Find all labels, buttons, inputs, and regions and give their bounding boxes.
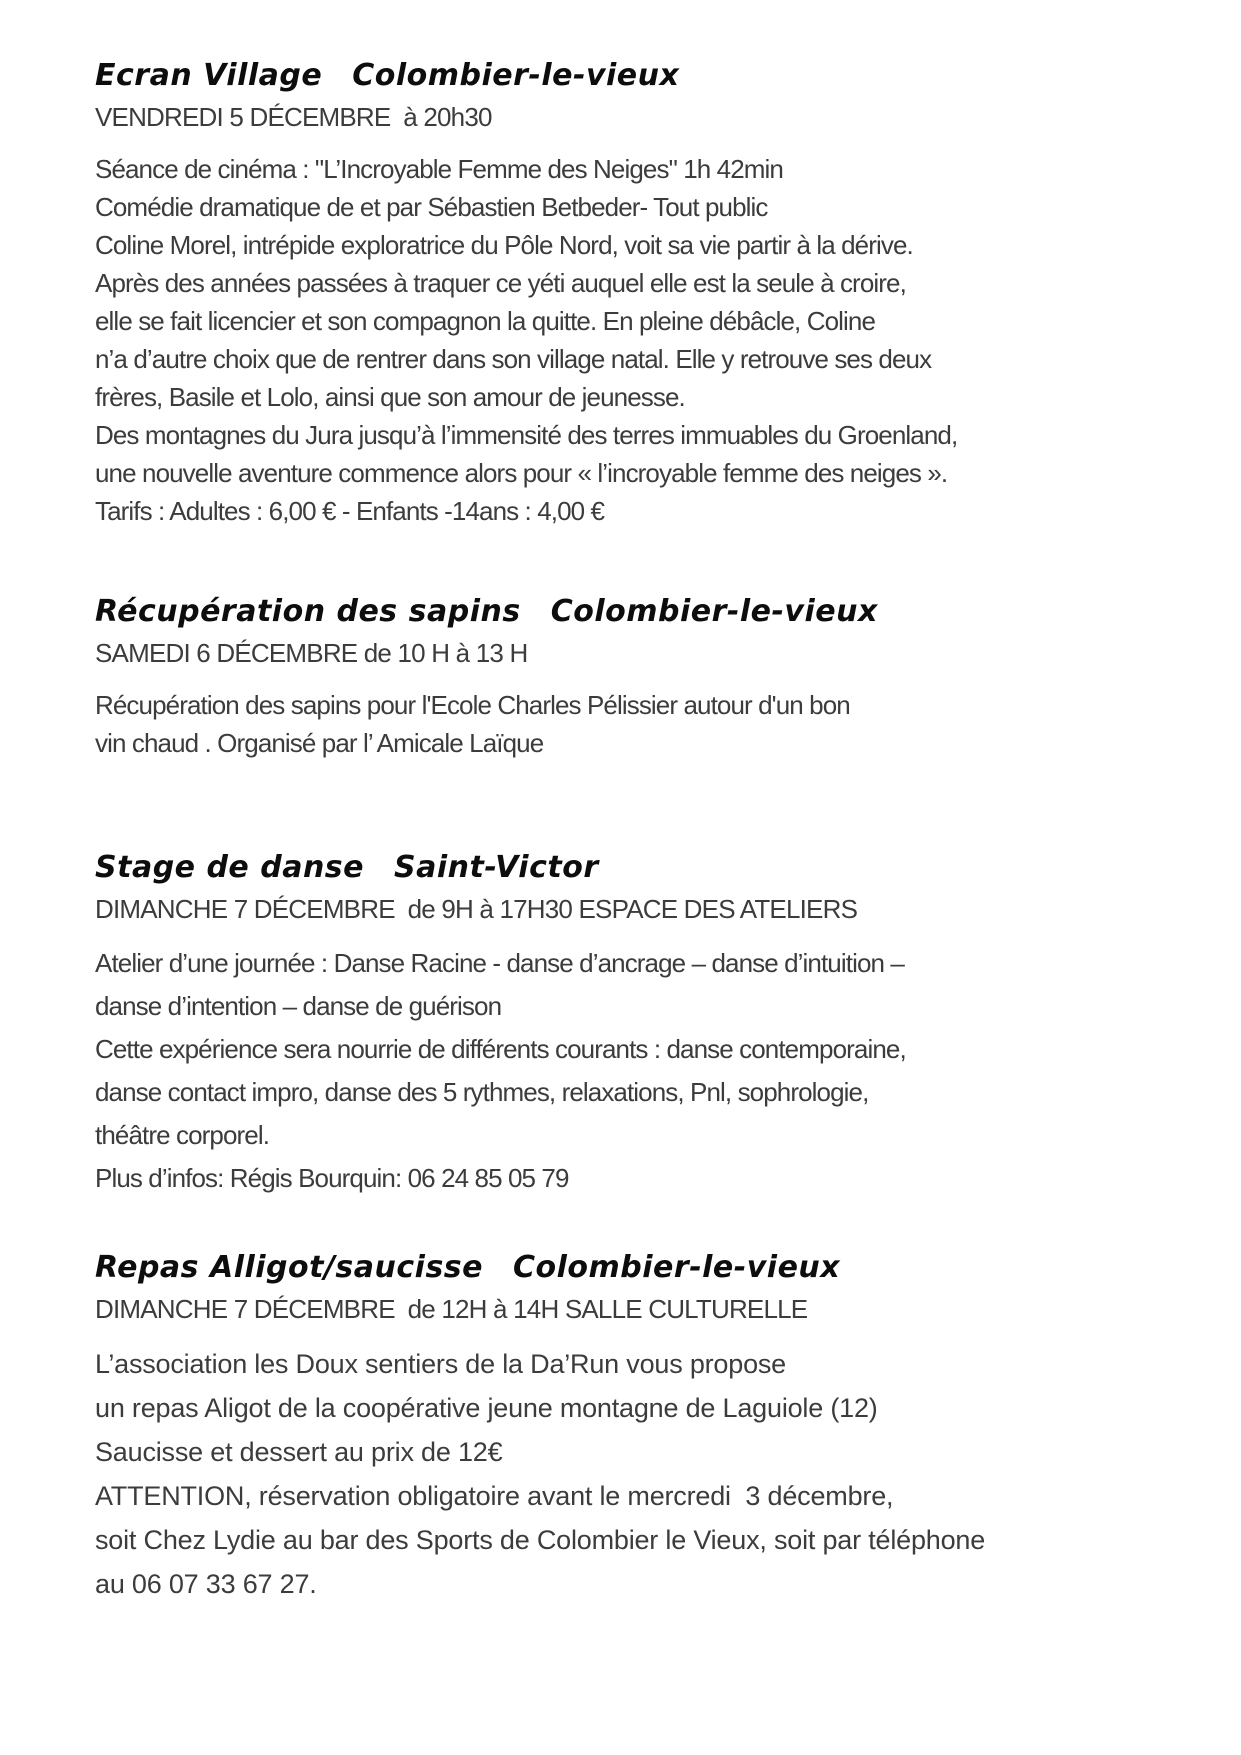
- event-description: [95, 686, 1121, 762]
- event-description: [95, 1342, 1121, 1606]
- text-line-contact-phone: Plus d’infos: Régis Bourquin: 06 24 85 05 79: [95, 1163, 569, 1193]
- text-line: Après des années passées à traquer ce yéti auquel elle est la seule à croire,: [95, 268, 906, 298]
- event-section-repas-alligot: [95, 1248, 1121, 1606]
- event-name: Stage de danse: [95, 850, 365, 885]
- event-location: Colombier-le-vieux: [352, 58, 680, 93]
- text-line: elle se fait licencier et son compagnon la quitte. En pleine débâcle, Coline: [95, 306, 876, 336]
- text-line: vin chaud . Organisé par l’ Amicale Laïque: [95, 728, 544, 758]
- event-description: [95, 942, 1121, 1200]
- text-line: théâtre corporel.: [95, 1120, 270, 1150]
- event-datetime: DIMANCHE 7 DÉCEMBRE de 12H à 14H SALLE CULTURELLE: [95, 1294, 808, 1324]
- text-line: n’a d’autre choix que de rentrer dans son village natal. Elle y retrouve ses deux: [95, 344, 932, 374]
- text-line-tarifs: Tarifs : Adultes : 6,00 € - Enfants -14ans : 4,00 €: [95, 496, 605, 526]
- text-line: L’association les Doux sentiers de la Da’Run vous propose: [95, 1349, 786, 1379]
- event-datetime: DIMANCHE 7 DÉCEMBRE de 9H à 17H30 ESPACE DES ATELIERS: [95, 894, 858, 924]
- event-name: Récupération des sapins: [95, 594, 521, 629]
- event-description: [95, 150, 1121, 530]
- event-title: [95, 848, 1121, 888]
- event-title: [95, 56, 1121, 96]
- text-line: Séance de cinéma : "L’Incroyable Femme des Neiges" 1h 42min: [95, 154, 783, 184]
- event-location: Colombier-le-vieux: [513, 1250, 841, 1285]
- text-line: Atelier d’une journée : Danse Racine - danse d’ancrage – danse d’intuition –: [95, 948, 904, 978]
- text-line: Cette expérience sera nourrie de différents courants : danse contemporaine,: [95, 1034, 906, 1064]
- text-line: Saucisse et dessert au prix de 12€: [95, 1437, 503, 1467]
- text-line-contact-phone: au 06 07 33 67 27.: [95, 1569, 317, 1599]
- event-location: Saint-Victor: [394, 850, 599, 885]
- event-section-recuperation-sapins: [95, 592, 1121, 762]
- event-title: [95, 592, 1121, 632]
- text-line: Coline Morel, intrépide exploratrice du Pôle Nord, voit sa vie partir à la dérive.: [95, 230, 913, 260]
- event-location: Colombier-le-vieux: [550, 594, 878, 629]
- text-line: soit Chez Lydie au bar des Sports de Colombier le Vieux, soit par téléphone: [95, 1525, 986, 1555]
- event-name: Repas Alligot/saucisse: [95, 1250, 484, 1285]
- text-line: une nouvelle aventure commence alors pour « l’incroyable femme des neiges ».: [95, 458, 948, 488]
- text-line: frères, Basile et Lolo, ainsi que son amour de jeunesse.: [95, 382, 685, 412]
- text-line: Comédie dramatique de et par Sébastien Betbeder- Tout public: [95, 192, 768, 222]
- event-title: [95, 1248, 1121, 1288]
- event-section-ecran-village: [95, 56, 1121, 530]
- event-datetime: SAMEDI 6 DÉCEMBRE de 10 H à 13 H: [95, 638, 528, 668]
- text-line: un repas Aligot de la coopérative jeune montagne de Laguiole (12): [95, 1393, 878, 1423]
- text-line: Des montagnes du Jura jusqu’à l’immensité des terres immuables du Groenland,: [95, 420, 958, 450]
- text-line: ATTENTION, réservation obligatoire avant le mercredi 3 décembre,: [95, 1481, 894, 1511]
- text-line: danse d’intention – danse de guérison: [95, 991, 502, 1021]
- event-datetime: VENDREDI 5 DÉCEMBRE à 20h30: [95, 102, 492, 132]
- text-line: Récupération des sapins pour l'Ecole Charles Pélissier autour d'un bon: [95, 690, 850, 720]
- event-section-stage-de-danse: [95, 848, 1121, 1200]
- text-line: danse contact impro, danse des 5 rythmes, relaxations, Pnl, sophrologie,: [95, 1077, 869, 1107]
- event-name: Ecran Village: [95, 58, 323, 93]
